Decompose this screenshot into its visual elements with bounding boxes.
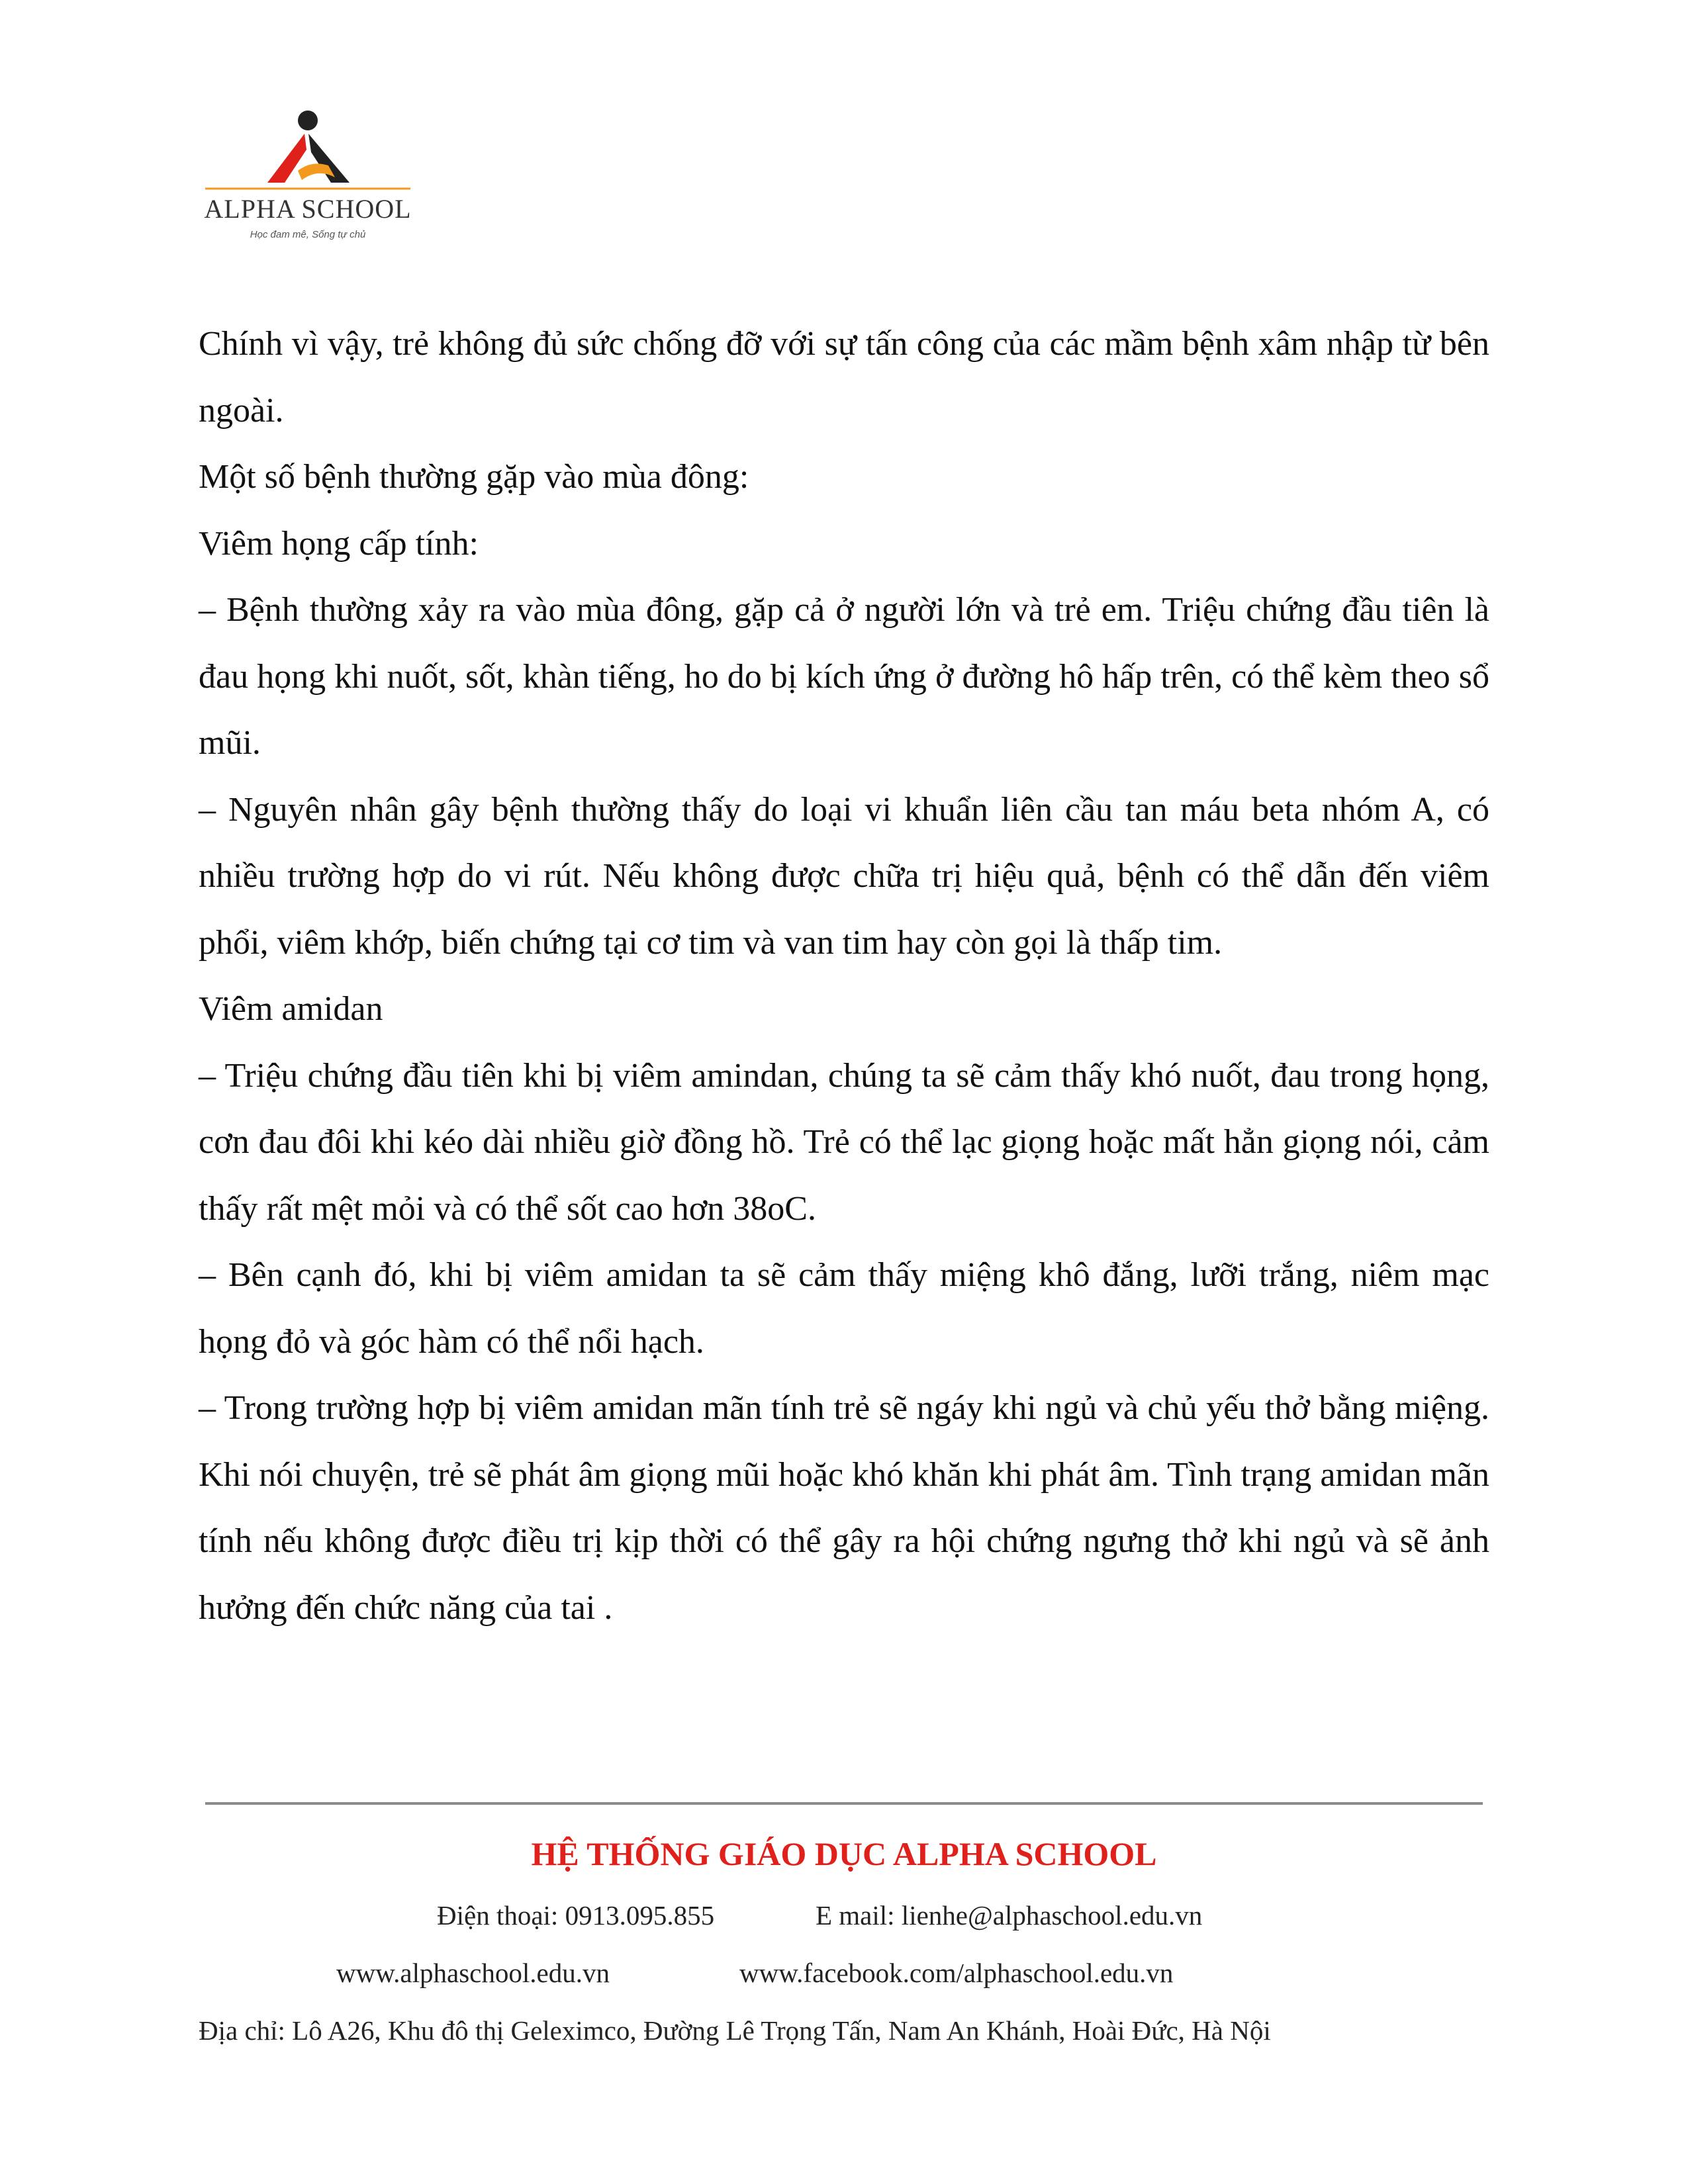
paragraph: – Trong trường hợp bị viêm amidan mãn tính trẻ sẽ ngáy khi ngủ và chủ yếu thở bằng miệng. Khi nói chuyện, trẻ sẽ phát âm giọng mũi hoặc khó khăn khi phát âm. Tình trạng amidan mãn tính nếu không được điều trị kịp thời có thể gây ra hội chứng ngưng thở khi ngủ và sẽ ảnh hưởng đến chức năng của tai . [199, 1389, 1489, 1627]
logo-mark-icon [199, 99, 417, 192]
paragraph: – Triệu chứng đầu tiên khi bị viêm amindan, chúng ta sẽ cảm thấy khó nuốt, đau trong họng, cơn đau đôi khi kéo dài nhiều giờ đồng hồ. Trẻ có thể lạc giọng hoặc mất hẳn giọng nói, cảm thấy rất mệt mỏi và có thể sốt cao hơn 38oC. [199, 1056, 1489, 1228]
paragraph: – Nguyên nhân gây bệnh thường thấy do loại vi khuẩn liên cầu tan máu beta nhóm A, có nhiều trường hợp do vi rút. Nếu không được chữa trị hiệu quả, bệnh có thể dẫn đến viêm phổi, viêm khớp, biến chứng tại cơ tim và van tim hay còn gọi là thấp tim. [199, 790, 1489, 962]
logo-name: ALPHA SCHOOL [204, 194, 412, 224]
logo-tagline: Học đam mê, Sống tự chủ [250, 229, 366, 240]
footer-facebook-link[interactable]: www.facebook.com/alphaschool.edu.vn [739, 1958, 1174, 1988]
paragraph: Chính vì vậy, trẻ không đủ sức chống đỡ với sự tấn công của các mầm bệnh xâm nhập từ bên ngoài. [199, 325, 1489, 430]
section-heading: Viêm họng cấp tính: [199, 524, 479, 563]
paragraph: Một số bệnh thường gặp vào mùa đông: [199, 458, 749, 496]
footer-phone: Điện thoại: 0913.095.855 [437, 1900, 715, 1931]
section-heading: Viêm amidan [199, 990, 383, 1028]
alpha-school-logo [199, 99, 417, 291]
footer-divider [205, 1802, 1483, 1805]
footer-address: Địa chỉ: Lô A26, Khu đô thị Geleximco, Đường Lê Trọng Tấn, Nam An Khánh, Hoài Đức, Hà Nội [199, 2015, 1271, 2046]
footer-title: HỆ THỐNG GIÁO DỤC ALPHA SCHOOL [531, 1835, 1157, 1872]
paragraph: – Bên cạnh đó, khi bị viêm amidan ta sẽ cảm thấy miệng khô đắng, lưỡi trắng, niêm mạc họng đỏ và góc hàm có thể nổi hạch. [199, 1256, 1489, 1361]
footer-email-link[interactable]: E mail: lienhe@alphaschool.edu.vn [816, 1900, 1203, 1931]
article-body [199, 311, 1489, 1641]
footer-website-link[interactable]: www.alphaschool.edu.vn [336, 1958, 610, 1988]
paragraph: – Bệnh thường xảy ra vào mùa đông, gặp cả ở người lớn và trẻ em. Triệu chứng đầu tiên là đau họng khi nuốt, sốt, khàn tiếng, ho do bị kích ứng ở đường hô hấp trên, có thể kèm theo sổ mũi. [199, 591, 1489, 762]
